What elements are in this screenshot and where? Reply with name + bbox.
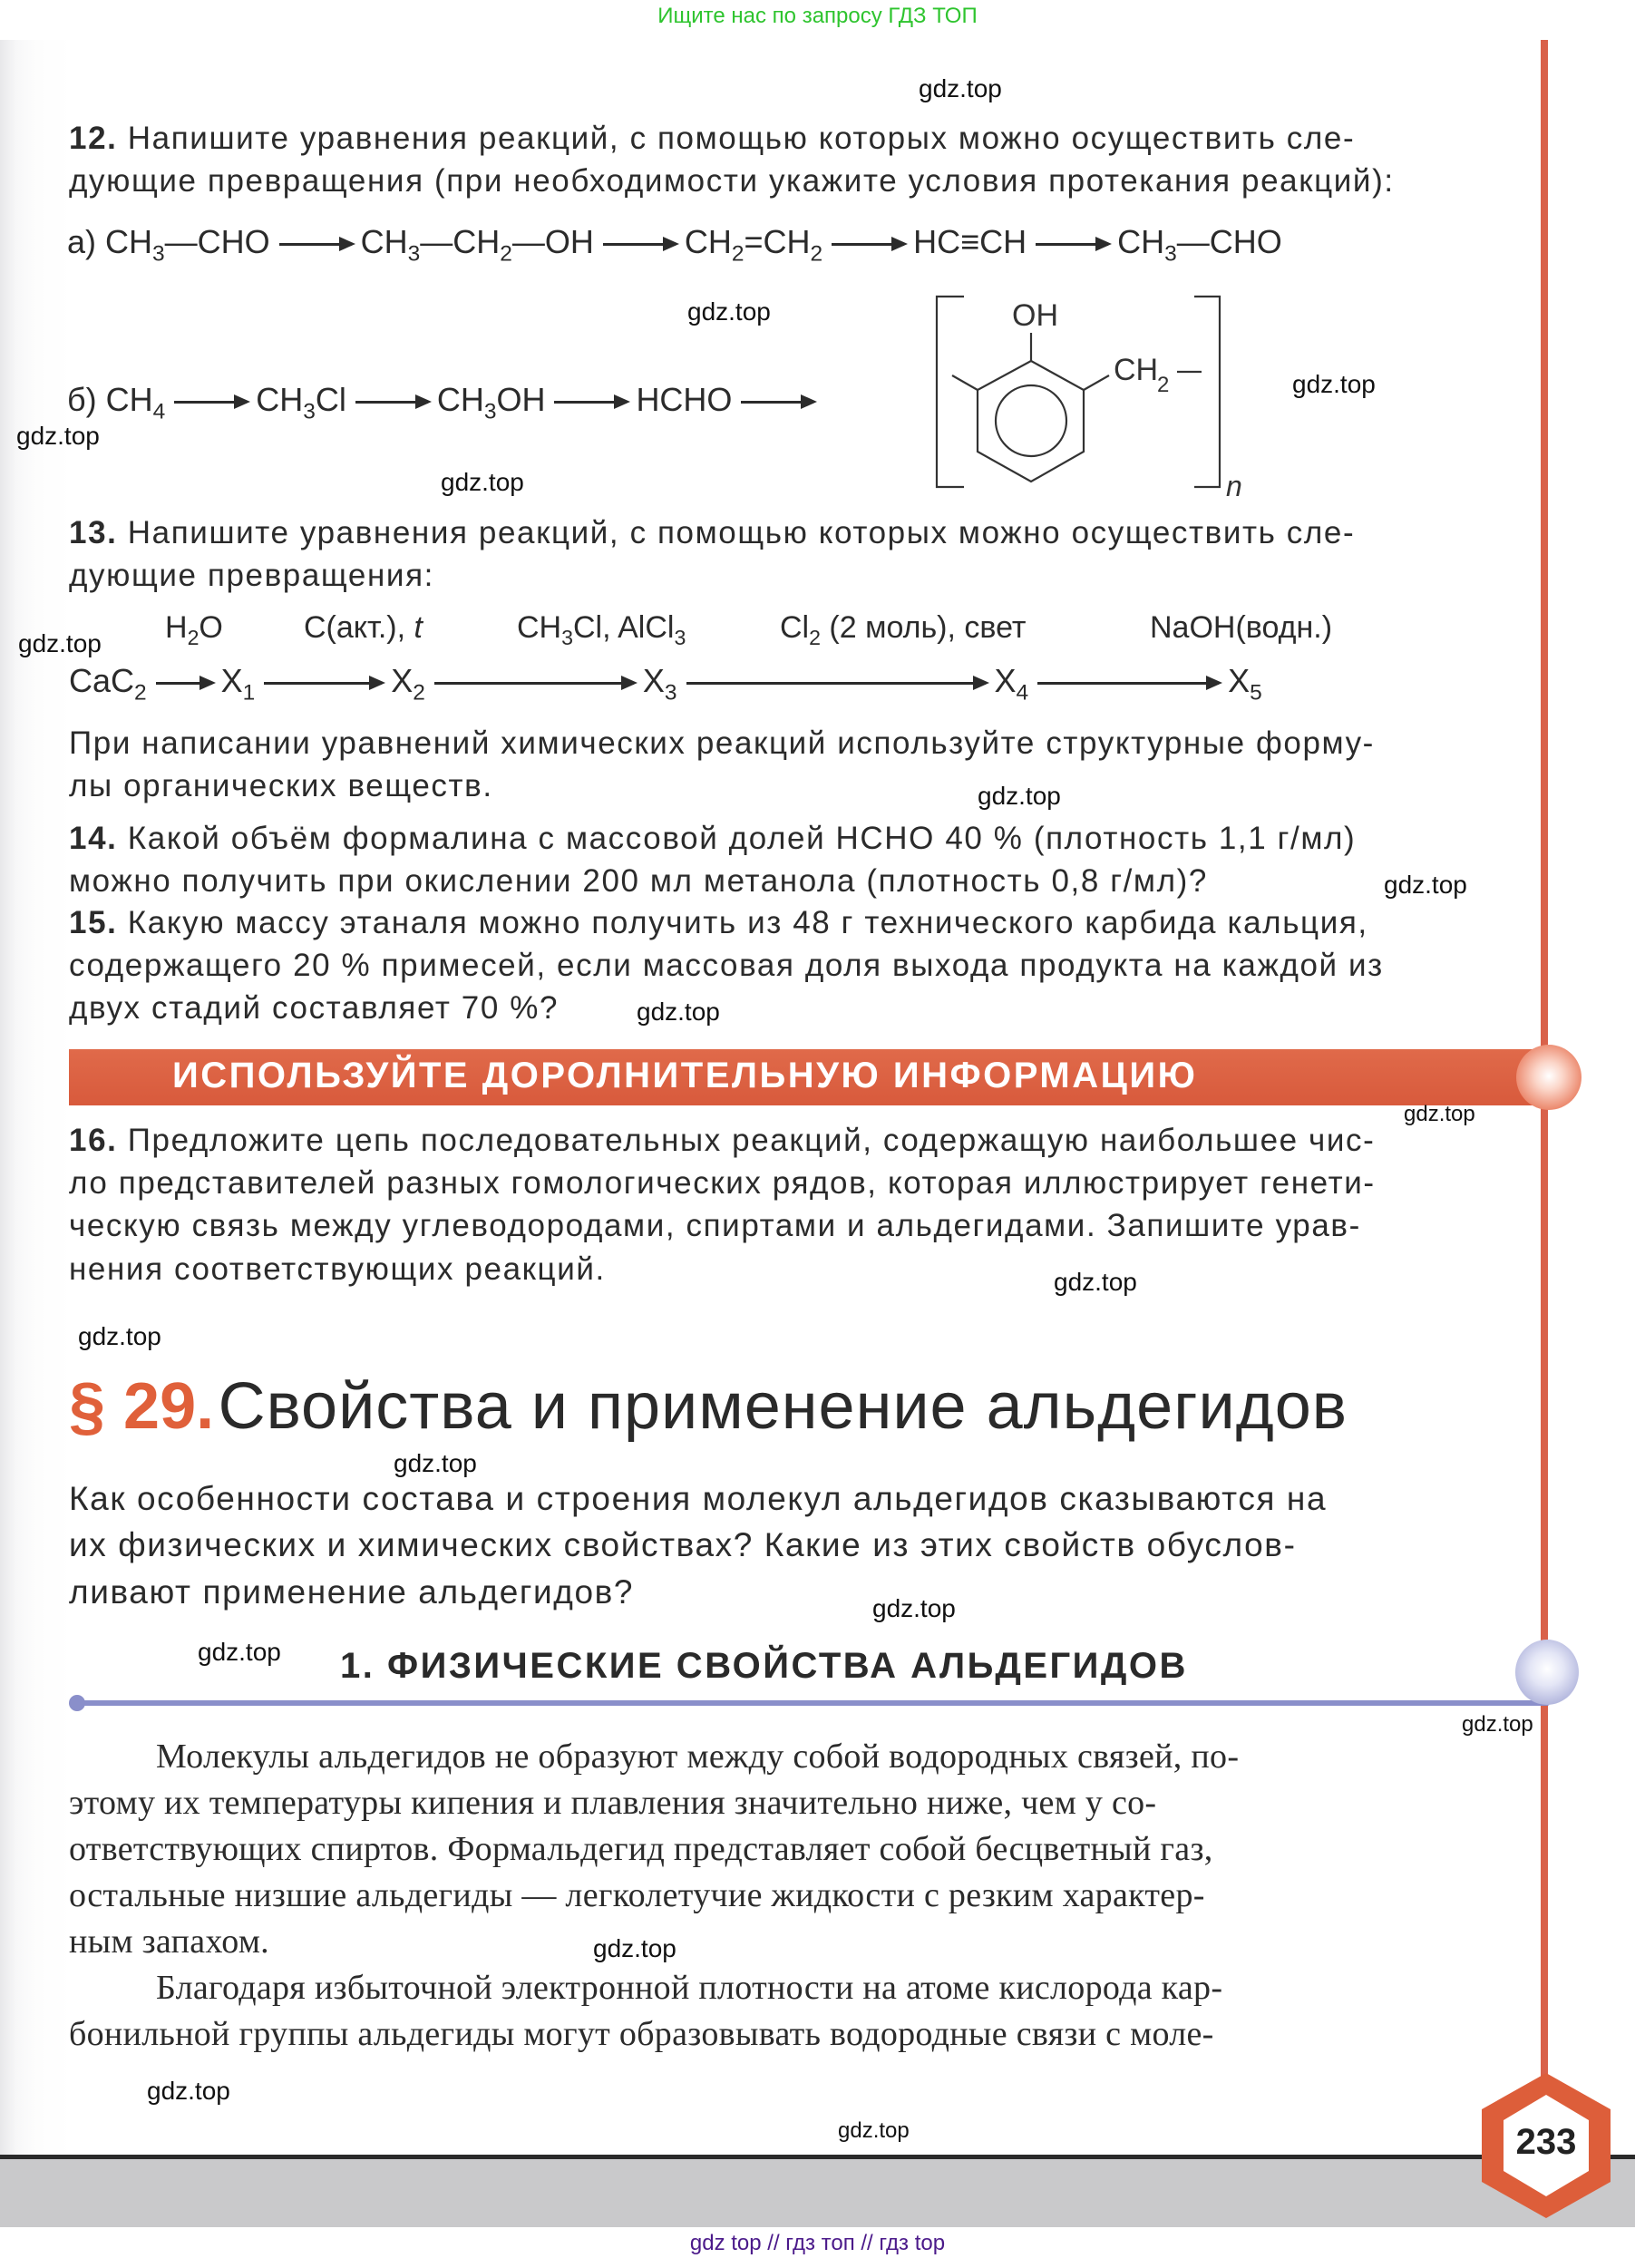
problem-16-line-2: ло представителей разных гомологических рядов, которая иллюстрирует генети-	[69, 1165, 1376, 1201]
section-title: Свойства и применение альдегидов	[218, 1370, 1348, 1443]
watermark: gdz.top	[147, 2077, 230, 2105]
arrow-icon	[279, 243, 352, 246]
subsection-heading: 1. ФИЗИЧЕСКИЕ СВОЙСТВА АЛЬДЕГИДОВ	[340, 1646, 1188, 1686]
intro-line-3: ливают применение альдегидов?	[69, 1573, 635, 1611]
condition-5: NaOH(водн.)	[1150, 610, 1333, 645]
section-number: § 29.	[69, 1370, 215, 1443]
page-footer-rule	[0, 2155, 1635, 2159]
problem-number: 13.	[69, 515, 118, 550]
subsection-rule	[76, 1700, 1550, 1706]
arrow-icon	[1036, 243, 1108, 246]
reaction-label: б)	[67, 381, 97, 418]
problem-12-line-2: дующие превращения (при необходимости укажите условия протекания реакций):	[69, 163, 1395, 199]
subsection-sphere-icon	[1515, 1640, 1579, 1705]
problem-15-line-2: содержащего 20 % примесей, если массовая доля выхода продукта на каждой из	[69, 948, 1384, 983]
paragraph-2-line-2: бонильной группы альдегиды могут образовывать водородные связи с моле-	[69, 2015, 1214, 2053]
arrow-icon	[554, 401, 627, 404]
condition-4: $Cl_2$ (2 моль), свет	[780, 610, 1027, 650]
watermark: gdz.top	[16, 422, 100, 450]
arrow-icon	[1037, 682, 1219, 685]
problem-number: 16.	[69, 1123, 118, 1158]
problem-text: Предложите цепь последовательных реакций, содержащую наибольшее чис-	[127, 1123, 1376, 1158]
arrow-icon	[686, 682, 986, 685]
problem-14-line-1	[69, 821, 1356, 857]
watermark: gdz.top	[687, 297, 771, 326]
reaction-chain-a: а) $CH_3—CHO$ $CH_3—CH_2—OH$ $CH_2=CH_2$ HC≡CH $CH_3—CHO$	[67, 223, 1282, 267]
problem-text: Какую массу этаналя можно получить из 48 г технического карбида кальция,	[127, 905, 1368, 940]
watermark: gdz.top	[1384, 871, 1467, 899]
problem-14-line-2: можно получить при окислении 200 мл метанола (плотность 0,8 г/мл)?	[69, 863, 1208, 899]
watermark: gdz.top	[872, 1594, 956, 1622]
watermark: gdz.top	[1292, 370, 1376, 398]
oh-label: OH	[1012, 298, 1058, 333]
page-footer-band	[0, 2156, 1635, 2227]
problem-text: Напишите уравнения реакций, с помощью которых можно осуществить сле-	[127, 515, 1356, 550]
watermark: gdz.top	[838, 2118, 910, 2143]
svg-text:CH: CH	[1114, 353, 1159, 387]
svg-text:n: n	[1226, 470, 1242, 502]
watermark: gdz.top	[1054, 1268, 1137, 1296]
arrow-icon	[355, 401, 428, 404]
reaction-scheme: CaC$_2$ $X_1$ $X_2$ $X_3$ $X_4$ $X_5$	[69, 662, 1262, 706]
watermark: gdz.top	[1404, 1102, 1475, 1126]
reaction-chain-b: б) $CH_4$ $CH_3Cl$ $CH_3OH$ HCHO	[67, 381, 822, 419]
footer-links[interactable]: gdz top // гдз топ // гдз top	[689, 2231, 946, 2255]
condition-3: $CH_3Cl$, AlCl$_3$	[517, 610, 686, 650]
problem-16-line-3: ческую связь между углеводородами, спиртами и альдегидами. Запишите урав-	[69, 1208, 1361, 1243]
problem-number: 14.	[69, 821, 118, 856]
watermark: gdz.top	[1462, 1712, 1533, 1737]
arrow-icon	[603, 243, 676, 246]
problem-13-note-1: При написании уравнений химических реакций используйте структурные форму-	[69, 725, 1375, 761]
watermark: gdz.top	[394, 1449, 477, 1477]
watermark: gdz.top	[198, 1638, 281, 1666]
phenol-formaldehyde-structure-icon	[925, 286, 1251, 503]
problem-16-line-1	[69, 1123, 1375, 1159]
problem-13-line-2: дующие превращения:	[69, 558, 434, 593]
paragraph-2-line-1: Благодаря избыточной электронной плотности на атоме кислорода кар-	[156, 1969, 1223, 2007]
info-banner-label: ИСПОЛЬЗУЙТЕ ДОРОЛНИТЕЛЬНУЮ ИНФОРМАЦИЮ	[172, 1056, 1198, 1095]
watermark: gdz.top	[637, 998, 720, 1026]
search-hint: Ищите нас по запросу ГДЗ ТОП	[657, 4, 978, 28]
watermark: gdz.top	[18, 629, 102, 657]
banner-sphere-icon	[1516, 1045, 1581, 1110]
paragraph-1-line-5: ным запахом.	[69, 1922, 269, 1961]
arrow-icon	[741, 401, 813, 404]
intro-line-2: их физических и химических свойствах? Какие из этих свойств обуслов-	[69, 1526, 1297, 1563]
arrow-icon	[156, 682, 212, 685]
arrow-icon	[434, 682, 634, 685]
paragraph-1-line-1: Молекулы альдегидов не образуют между собой водородных связей, по-	[156, 1738, 1240, 1776]
paragraph-1-line-2: этому их температуры кипения и плавления значительно ниже, чем у со-	[69, 1784, 1157, 1822]
watermark: gdz.top	[593, 1934, 676, 1962]
page-number: 233	[1515, 2122, 1577, 2162]
problem-13-note-2: лы органических веществ.	[69, 768, 493, 803]
problem-12-line-1	[69, 121, 1355, 157]
watermark: gdz.top	[978, 782, 1061, 810]
paragraph-1-line-4: остальные низшие альдегиды — легколетучие жидкости с резким характер-	[69, 1876, 1205, 1914]
section-heading	[69, 1369, 1348, 1444]
arrow-icon	[832, 243, 904, 246]
problem-number: 15.	[69, 905, 118, 940]
problem-number: 12.	[69, 121, 118, 156]
watermark: gdz.top	[441, 468, 524, 496]
problem-15-line-1	[69, 905, 1368, 941]
watermark: gdz.top	[919, 74, 1002, 102]
arrow-icon	[174, 401, 247, 404]
problem-15-line-3: двух стадий составляет 70 %?	[69, 990, 560, 1026]
rule-end-dot-icon	[69, 1695, 85, 1711]
intro-line-1: Как особенности состава и строения молекул альдегидов сказываются на	[69, 1480, 1328, 1517]
svg-text:2: 2	[1157, 373, 1170, 397]
problem-13-line-1	[69, 515, 1355, 551]
problem-16-line-4: нения соответствующих реакций.	[69, 1251, 606, 1287]
condition-2: C(акт.), t	[304, 610, 423, 645]
problem-text: Напишите уравнения реакций, с помощью которых можно осуществить сле-	[127, 121, 1356, 156]
arrow-icon	[264, 682, 382, 685]
problem-text: Какой объём формалина с массовой долей HCHO 40 % (плотность 1,1 г/мл)	[127, 821, 1357, 856]
condition-1: $H_2O$	[165, 610, 223, 650]
watermark: gdz.top	[78, 1322, 161, 1350]
reaction-label: а)	[67, 223, 97, 260]
paragraph-1-line-3: ответствующих спиртов. Формальдегид представляет собой бесцветный газ,	[69, 1830, 1213, 1868]
